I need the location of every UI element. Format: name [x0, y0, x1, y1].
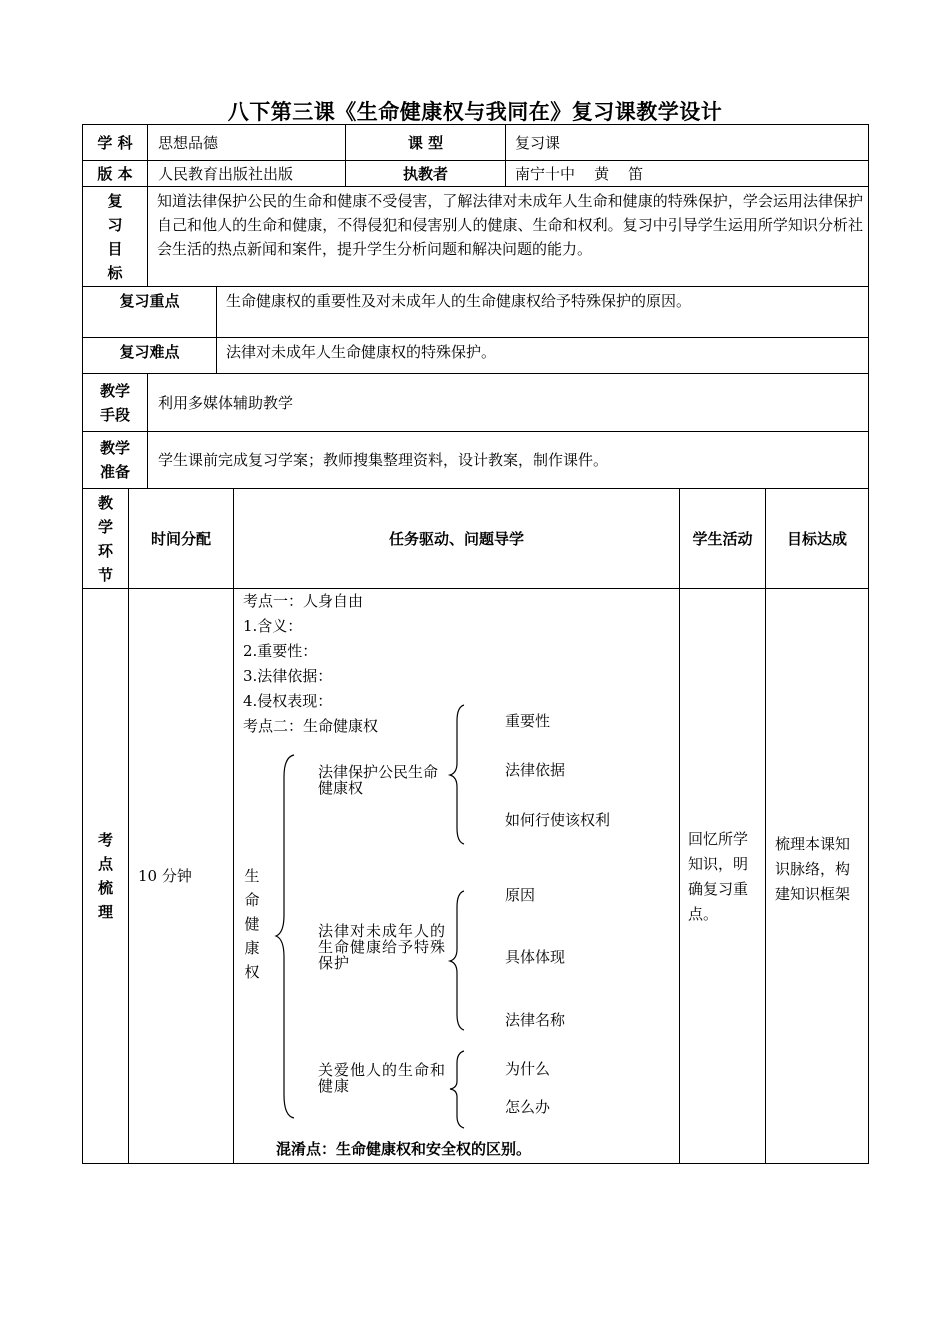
- edition-value: 人民教育出版社出版: [158, 164, 294, 183]
- page-title: 八下第三课《生命健康权与我同在》复习课教学设计: [227, 100, 723, 124]
- root-brace: [276, 755, 296, 1118]
- table-border: [679, 488, 680, 1163]
- leaf-item: 原因: [505, 886, 536, 904]
- branch-label: 法律保护公民生命健康权: [318, 763, 439, 797]
- difficulty-label: 复习难点: [119, 343, 180, 361]
- subject-value: 思想品德: [158, 133, 219, 152]
- mindmap-root: 生 命 健 康 权: [244, 867, 260, 981]
- branch-label: 关爱他人的生命和健康: [318, 1061, 447, 1095]
- table-border: [147, 373, 148, 488]
- means-text: 利用多媒体辅助教学: [158, 393, 294, 412]
- confusion-note: 混淆点：生命健康权和安全权的区别。: [276, 1140, 532, 1158]
- leaf-item: 重要性: [505, 712, 551, 730]
- table-border: [505, 124, 506, 186]
- table-border: [147, 186, 148, 286]
- table-border: [216, 286, 217, 373]
- focus-text: 生命健康权的重要性及对未成年人的生命健康权给予特殊保护的原因。: [226, 292, 692, 310]
- stage-header: 教 学 环 节: [97, 493, 113, 584]
- teacher-label: 执教者: [402, 164, 448, 183]
- branch-brace: [450, 1051, 466, 1128]
- subject-label: 学 科: [97, 133, 133, 152]
- table-border: [82, 588, 869, 589]
- table-border: [765, 488, 766, 1163]
- leaf-item: 怎么办: [505, 1098, 551, 1116]
- review-stage: 考 点 梳 理: [97, 831, 113, 921]
- type-label: 课 型: [407, 133, 444, 152]
- list-item: 3.法律依据：: [243, 667, 333, 685]
- task-header: 任务驱动、问题导学: [388, 529, 524, 548]
- means-label: 教学 手段: [99, 381, 130, 424]
- time-header: 时间分配: [150, 529, 211, 548]
- table-border: [868, 124, 869, 1164]
- point-one: 考点一：人身自由: [243, 592, 364, 610]
- student-header: 学生活动: [692, 529, 753, 548]
- type-value: 复习课: [515, 133, 561, 152]
- table-border: [82, 186, 869, 187]
- review-time: 10 分钟: [138, 867, 192, 885]
- point-two: 考点二：生命健康权: [243, 717, 379, 735]
- leaf-item: 具体体现: [505, 948, 566, 966]
- leaf-item: 法律依据: [505, 761, 566, 779]
- objectives-label: 复 习 目 标: [107, 191, 123, 282]
- table-border: [233, 488, 234, 1163]
- edition-label: 版 本: [97, 164, 133, 183]
- list-item: 4.侵权表现：: [243, 692, 333, 710]
- goal-header: 目标达成: [786, 529, 847, 548]
- branch-brace: [450, 891, 466, 1030]
- leaf-item: 法律名称: [505, 1011, 566, 1029]
- leaf-item: 为什么: [505, 1060, 551, 1078]
- branch-label: 法律对未成年人的生命健康给予特殊保护: [318, 922, 447, 972]
- table-border: [82, 337, 869, 338]
- teacher-value: 南宁十中 黄 笛: [515, 164, 644, 183]
- branch-brace: [450, 705, 466, 844]
- student-activity: 回忆所学知识，明确复习重点。: [688, 830, 749, 923]
- leaf-item: 如何行使该权利: [505, 811, 611, 829]
- list-item: 2.重要性：: [243, 642, 318, 660]
- table-border: [128, 488, 129, 1163]
- list-item: 1.含义：: [243, 617, 303, 635]
- table-border: [82, 286, 869, 287]
- objectives-text: 知道法律保护公民的生命和健康不受侵害，了解法律对未成年人生命和健康的特殊保护，学会运用法律保护自己和他人的生命和健康，不得侵犯和侵害别人的健康、生命和权利。复习中引导学生运用所学知识分析社会生活的热点新闻和案件，提升学生分析问题和解决问题的能力。: [157, 192, 863, 258]
- prep-text: 学生课前完成复习学案；教师搜集整理资料，设计教案，制作课件。: [158, 451, 609, 469]
- table-border: [147, 124, 148, 186]
- difficulty-text: 法律对未成年人生命健康权的特殊保护。: [226, 343, 497, 361]
- goal-achieved: 梳理本课知识脉络，构建知识框架: [775, 835, 851, 903]
- prep-label: 教学 准备: [99, 439, 130, 481]
- table-border: [82, 1163, 869, 1164]
- focus-label: 复习重点: [119, 292, 180, 310]
